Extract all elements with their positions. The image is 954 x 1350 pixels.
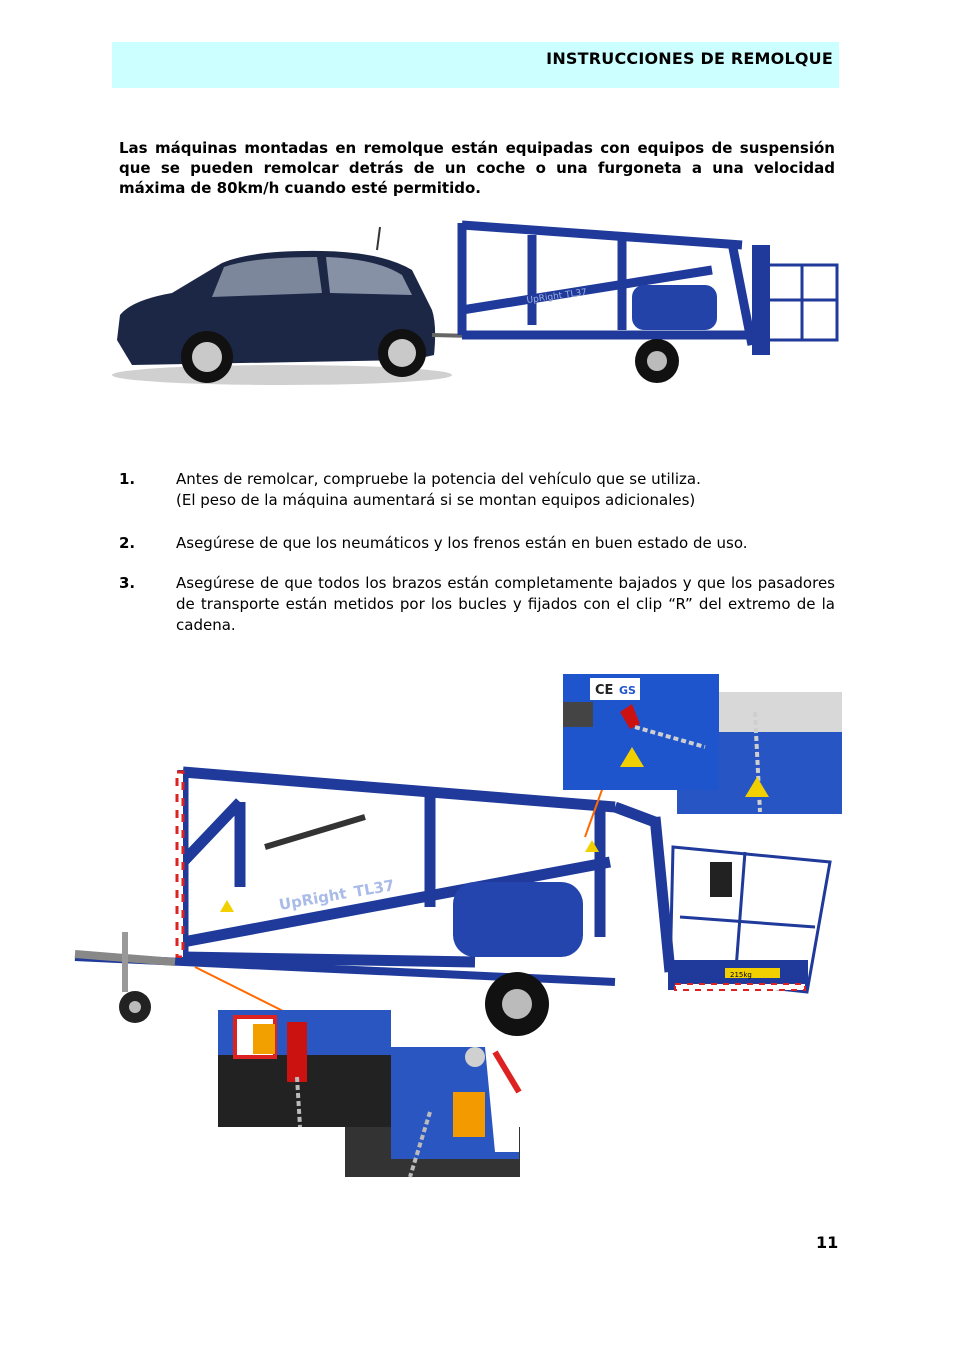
machine-brand-label: UpRight (277, 884, 348, 914)
step-2 (119, 533, 835, 554)
step-text: Asegúrese de que todos los brazos están completamente bajados y que los pasadores de transporte están metidos por los bucles y fijados con el clip “R” del extremo de la cadena. (176, 574, 835, 634)
step-1 (119, 469, 835, 511)
page-number: 11 (816, 1233, 839, 1252)
ce-mark: CE (595, 683, 614, 698)
machine-model-label: TL37 (352, 876, 396, 901)
gs-mark: GS (619, 684, 636, 697)
step-number: 1. (119, 470, 136, 488)
step-text: Asegúrese de que los neumáticos y los frenos están en buen estado de uso. (176, 534, 748, 552)
car-towing-photo (112, 215, 841, 395)
step-number: 3. (119, 574, 136, 592)
step-number: 2. (119, 534, 136, 552)
trailer-brand-label: UpRight TL37 (526, 287, 588, 306)
trailer-machine-photo (55, 672, 845, 1180)
step-text: Antes de remolcar, compruebe la potencia del vehículo que se utiliza. (176, 470, 701, 488)
weight-label: 215kg (730, 971, 752, 979)
header-band (112, 42, 839, 88)
step-note: (El peso de la máquina aumentará si se montan equipos adicionales) (176, 491, 696, 509)
section-title: INSTRUCCIONES DE REMOLQUE (546, 49, 833, 68)
intro-paragraph: Las máquinas montadas en remolque están equipadas con equipos de suspensión que se pueden remolcar detrás de un coche o una furgoneta a una velocidad máxima de 80km/h cuando esté permitido. (119, 139, 835, 197)
step-3 (119, 573, 835, 636)
